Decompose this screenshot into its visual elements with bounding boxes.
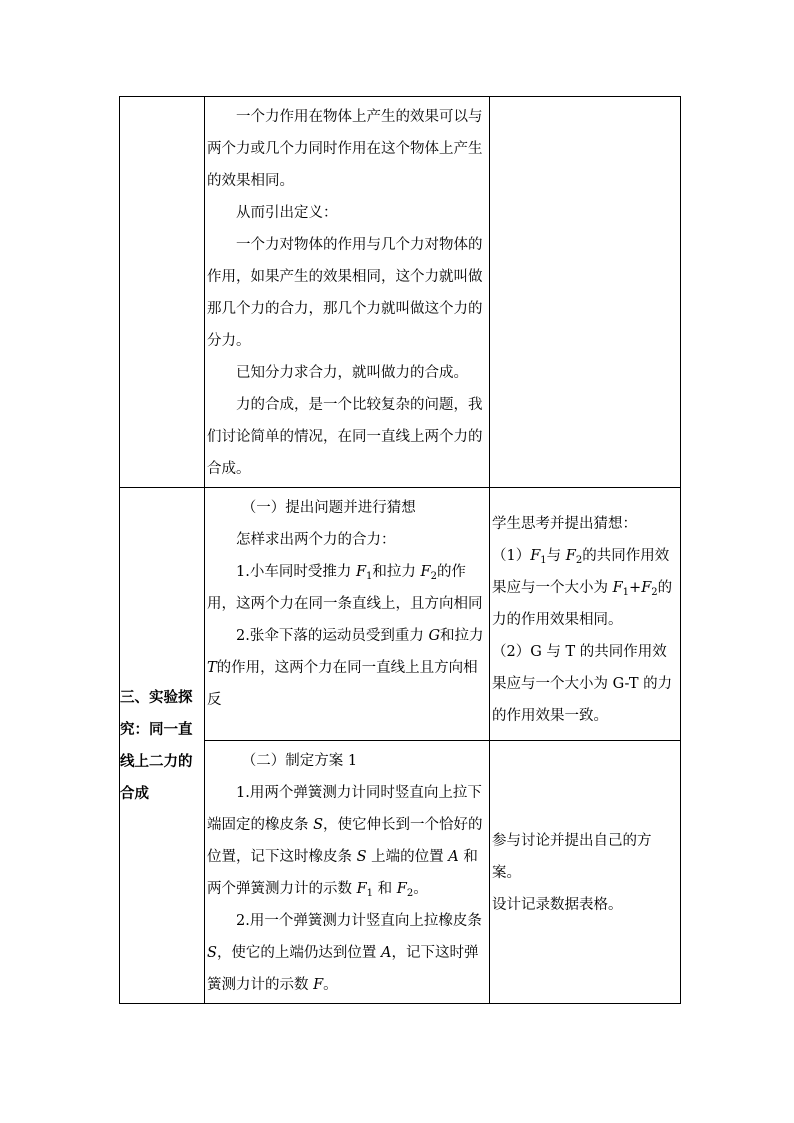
step-heading: （二）制定方案 1 <box>241 753 358 769</box>
definition-cell <box>205 97 490 488</box>
section-cell-empty <box>120 97 205 488</box>
lesson-table <box>119 96 681 1004</box>
question-text: 怎样求出两个力的合力： <box>236 532 396 548</box>
guess-2: （2）G 与 T 的共同作用效果应与一个大小为 G-T 的力的作用效果一致。 <box>492 644 673 724</box>
student-cell-empty <box>490 97 681 488</box>
plan-step-2: 2.用一个弹簧测力计竖直向上拉橡皮条 S，使它的上端仍达到位置 A，记下这时弹簧测力计的示数 F。 <box>207 913 482 993</box>
plan-step-1: 1.用两个弹簧测力计同时竖直向上拉下端固定的橡皮条 S，使它伸长到一个恰好的位置，记下这时橡皮条 S 上端的位置 A 和两个弹簧测力计的示数 $F_1$ 和 $F_2$。 <box>207 785 483 899</box>
paragraph: 已知分力求合力，就叫做力的合成。 <box>236 365 468 381</box>
table-row-hypothesis <box>120 488 681 741</box>
table-row-plan <box>120 741 681 1004</box>
paragraph: 力的合成，是一个比较复杂的问题，我们讨论简单的情况，在同一直线上两个力的合成。 <box>207 397 483 477</box>
hypothesis-cell <box>205 488 490 741</box>
table-row-definition <box>120 97 681 488</box>
student-guess-cell <box>490 488 681 741</box>
case-1: 1.小车同时受推力 $F_1$和拉力 $F_2$的作用，这两个力在同一条直线上，且方向相同 <box>207 564 483 612</box>
student-intro: 学生思考并提出猜想： <box>492 516 637 532</box>
paragraph: 一个力对物体的作用与几个力对物体的作用，如果产生的效果相同，这个力就叫做那几个力的合力，那几个力就叫做这个力的分力。 <box>207 237 483 349</box>
section-title: 三、实验探究：同一直线上二力的合成 <box>120 488 205 1004</box>
step-heading: （一）提出问题并进行猜想 <box>241 500 416 516</box>
case-2: 2.张伞下落的运动员受到重力 G和拉力 T的作用，这两个力在同一直线上且方向相反 <box>207 628 484 708</box>
paragraph: 一个力作用在物体上产生的效果可以与两个力或几个力同时作用在这个物体上产生的效果相同。 <box>207 109 483 189</box>
student-activity: 设计记录数据表格。 <box>492 897 623 913</box>
student-plan-cell <box>490 741 681 1004</box>
student-activity: 参与讨论并提出自己的方案。 <box>492 833 652 881</box>
paragraph: 从而引出定义： <box>236 205 338 221</box>
guess-1: $(1)F_1$与 $F_2$的共同作用效果应与一个大小为 $F_1+F_2$的力的作用效果相同。 <box>492 548 673 628</box>
plan-cell <box>205 741 490 1004</box>
